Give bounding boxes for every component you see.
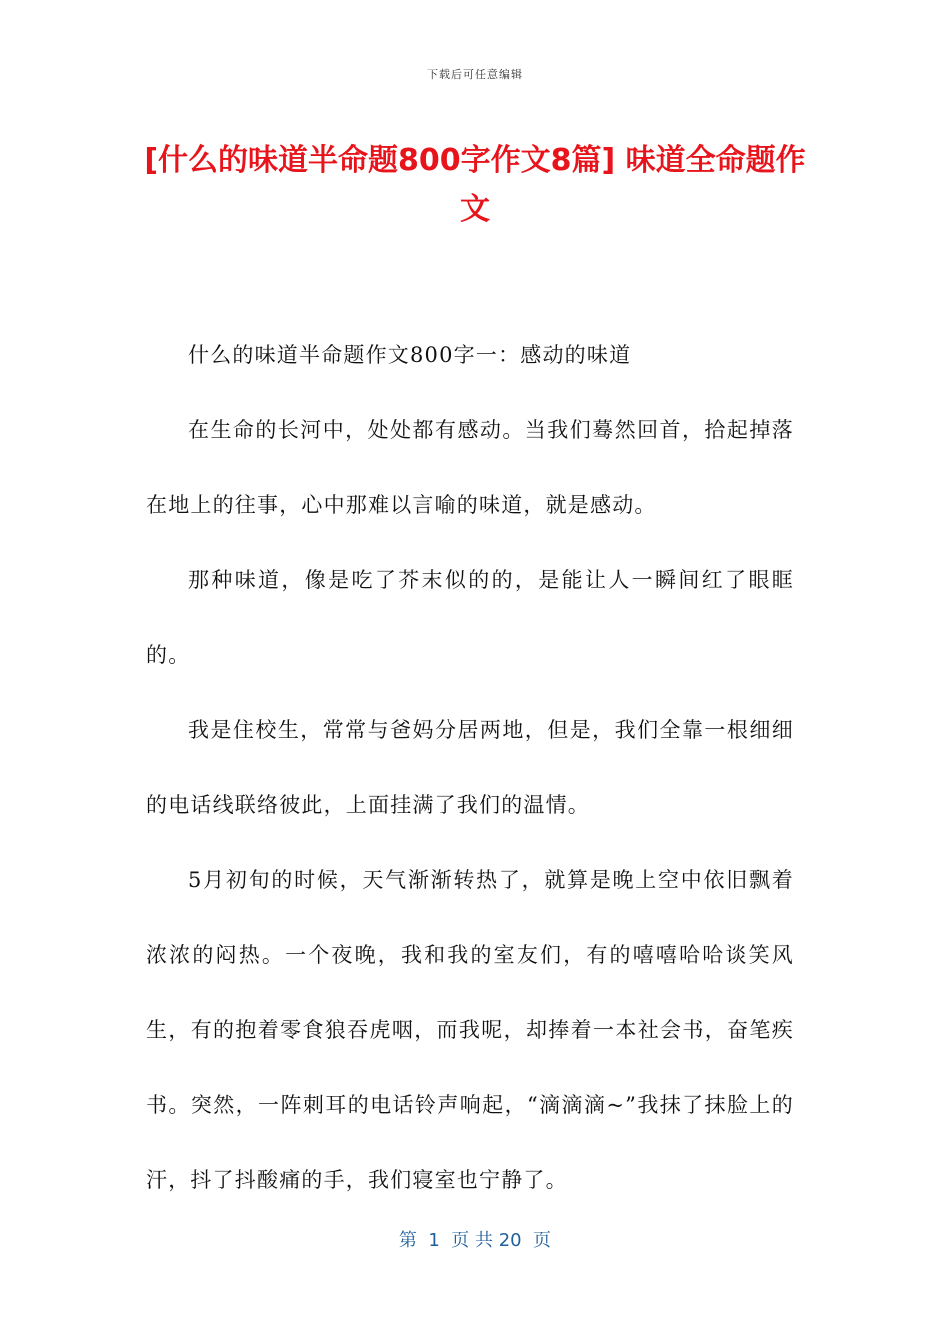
paragraph: 那种味道，像是吃了芥末似的的，是能让人一瞬间红了眼眶的。 [146,568,794,667]
document-title: [什么的味道半命题800字作文8篇] 味道全命题作文 [144,143,806,227]
paragraph: 我是住校生，常常与爸妈分居两地，但是，我们全靠一根细细的电话线联络彼此，上面挂满了我们的温情。 [146,718,794,817]
paragraph: 在生命的长河中，处处都有感动。当我们蓦然回首，拾起掉落在地上的往事，心中那难以言喻的味道，就是感动。 [146,418,794,517]
page-header-note: 下载后可任意编辑 [427,68,523,81]
document-body [146,318,794,1218]
page-number-footer: 第 1 页 共 20 页 [398,1230,552,1251]
paragraph: 5月初旬的时候，天气渐渐转热了，就算是晚上空中依旧飘着浓浓的闷热。一个夜晚，我和我的室友们，有的嘻嘻哈哈谈笑风生，有的抱着零食狼吞虎咽，而我呢，却捧着一本社会书，奋笔疾书。突然，一阵刺耳的电话铃声响起，“滴滴滴~”我抹了抹脸上的汗，抖了抖酸痛的手，我们寝室也宁静了。 [146,868,794,1192]
paragraph: 什么的味道半命题作文800字一：感动的味道 [188,343,632,367]
